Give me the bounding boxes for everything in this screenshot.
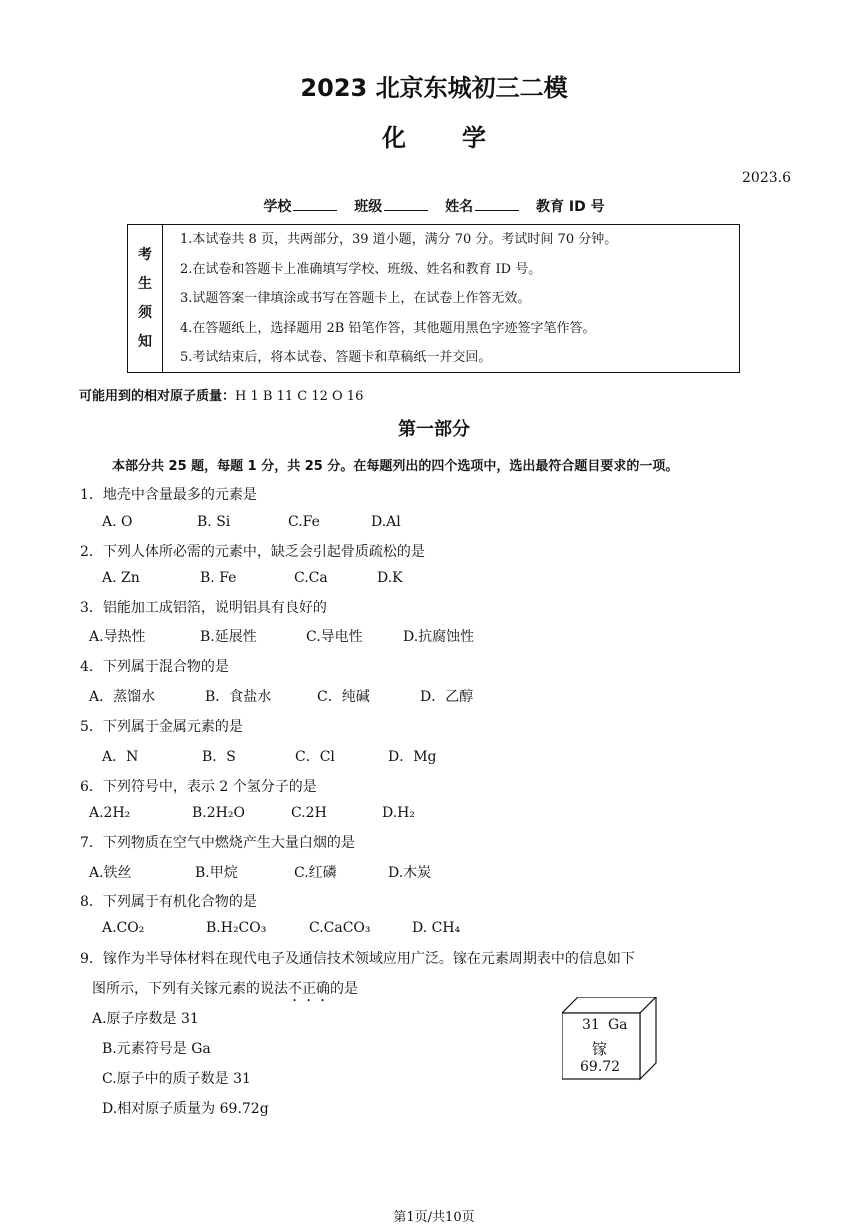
q3-option-d: D.抗腐蚀性 bbox=[403, 629, 475, 645]
notice-item: 1.本试卷共 8 页，共两部分，39 道小题，满分 70 分。考试时间 70 分钟。 bbox=[180, 232, 618, 247]
name-label: 姓名 bbox=[445, 199, 474, 215]
school-label: 学校 bbox=[263, 199, 292, 215]
q2-option-d: D.K bbox=[377, 570, 403, 586]
q9-option-d: D.相对原子质量为 69.72g bbox=[102, 1101, 269, 1117]
q5-option-b: B．S bbox=[202, 749, 236, 765]
question-3-stem: 3．铝能加工成铝箔，说明铝具有良好的 bbox=[80, 600, 327, 616]
q5-option-c: C．Cl bbox=[295, 749, 335, 765]
notice-side-label: 考 生 须 知 bbox=[128, 225, 163, 372]
q5-option-d: D．Mg bbox=[388, 749, 437, 765]
element-name: 镓 bbox=[592, 1040, 608, 1058]
q4-option-d: D．乙醇 bbox=[420, 689, 474, 705]
q4-option-a: A．蒸馏水 bbox=[89, 689, 156, 705]
q3-option-a: A.导热性 bbox=[89, 629, 146, 645]
element-symbol: Ga bbox=[608, 1017, 628, 1033]
q8-option-d: D. CH₄ bbox=[412, 920, 461, 936]
class-label: 班级 bbox=[354, 199, 383, 215]
question-6-stem: 6．下列符号中，表示 2 个氢分子的是 bbox=[80, 779, 317, 795]
q6-option-c: C.2H bbox=[291, 805, 327, 821]
name-blank bbox=[475, 198, 519, 211]
q8-option-c: C.CaCO₃ bbox=[309, 920, 371, 936]
school-blank bbox=[293, 198, 337, 211]
question-7-stem: 7．下列物质在空气中燃烧产生大量白烟的是 bbox=[80, 835, 355, 851]
element-atomic-mass: 69.72 bbox=[580, 1059, 621, 1075]
q7-option-d: D.木炭 bbox=[388, 865, 432, 881]
q1-option-c: C.Fe bbox=[288, 514, 320, 530]
atomic-mass-values: H 1 B 11 C 12 O 16 bbox=[235, 389, 364, 404]
question-9-stem-line2: 图所示，下列有关镓元素的说法不正确的是 bbox=[92, 981, 358, 997]
q6-option-a: A.2H₂ bbox=[89, 805, 131, 821]
question-8-stem: 8．下列属于有机化合物的是 bbox=[80, 894, 257, 910]
notice-item: 5.考试结束后，将本试卷、答题卡和草稿纸一并交回。 bbox=[180, 350, 492, 365]
question-9-stem-line1: 9．镓作为半导体材料在现代电子及通信技术领域应用广泛。镓在元素周期表中的信息如下 bbox=[80, 951, 635, 967]
q3-option-b: B.延展性 bbox=[200, 629, 257, 645]
question-5-stem: 5．下列属于金属元素的是 bbox=[80, 719, 243, 735]
q3-option-c: C.导电性 bbox=[306, 629, 363, 645]
notice-list bbox=[180, 228, 617, 376]
q5-option-a: A．N bbox=[102, 749, 139, 765]
q2-option-c: C.Ca bbox=[294, 570, 328, 586]
notice-item: 3.试题答案一律填涂或书写在答题卡上，在试卷上作答无效。 bbox=[180, 291, 531, 306]
class-blank bbox=[384, 198, 428, 211]
exam-notice-box bbox=[127, 224, 740, 373]
q7-option-c: C.红磷 bbox=[294, 865, 337, 881]
q7-option-b: B.甲烷 bbox=[195, 865, 238, 881]
q9-option-b: B.元素符号是 Ga bbox=[102, 1041, 211, 1057]
q4-option-c: C．纯碱 bbox=[317, 689, 370, 705]
question-4-stem: 4．下列属于混合物的是 bbox=[80, 659, 229, 675]
q6-option-b: B.2H₂O bbox=[192, 805, 245, 821]
q7-option-a: A.铁丝 bbox=[89, 865, 132, 881]
notice-item: 2.在试卷和答题卡上准确填写学校、班级、姓名和教育 ID 号。 bbox=[180, 261, 542, 277]
question-2-stem: 2．下列人体所必需的元素中，缺乏会引起骨质疏松的是 bbox=[80, 544, 425, 560]
edu-id-label: 教育 ID 号 bbox=[536, 199, 605, 215]
q2-option-a: A. Zn bbox=[102, 570, 140, 586]
q8-option-b: B.H₂CO₃ bbox=[206, 920, 267, 936]
notice-item: 4.在答题纸上，选择题用 2B 铅笔作答，其他题用黑色字迹签字笔作答。 bbox=[180, 320, 596, 336]
subject-title: 化学 bbox=[382, 124, 542, 152]
q8-option-a: A.CO₂ bbox=[102, 920, 145, 936]
q6-option-d: D.H₂ bbox=[382, 805, 415, 821]
q9-option-c: C.原子中的质子数是 31 bbox=[102, 1071, 251, 1087]
q1-option-b: B. Si bbox=[197, 514, 231, 530]
part-one-description: 本部分共 25 题，每题 1 分，共 25 分。在每题列出的四个选项中，选出最符合题目要求的一项。 bbox=[112, 459, 679, 474]
emphasis-not-correct: 不正确 bbox=[288, 981, 330, 997]
q2-option-b: B. Fe bbox=[200, 570, 237, 586]
gallium-element-cell bbox=[562, 997, 662, 1087]
q1-option-d: D.Al bbox=[371, 514, 401, 530]
q1-option-a: A. O bbox=[102, 514, 133, 530]
exam-date: 2023.6 bbox=[742, 170, 791, 186]
page-footer: 第1页/共10页 bbox=[393, 1210, 475, 1225]
atomic-mass-line bbox=[79, 385, 363, 404]
question-1-stem: 1．地壳中含量最多的元素是 bbox=[80, 487, 257, 503]
atomic-mass-label: 可能用到的相对原子质量： bbox=[79, 389, 236, 404]
student-info-line bbox=[0, 196, 868, 216]
page-title: 2023 北京东城初三二模 bbox=[300, 74, 568, 102]
part-one-title: 第一部分 bbox=[398, 419, 470, 440]
q9-option-a: A.原子序数是 31 bbox=[92, 1011, 199, 1027]
element-atomic-number: 31 bbox=[582, 1017, 600, 1033]
q4-option-b: B．食盐水 bbox=[205, 689, 272, 705]
